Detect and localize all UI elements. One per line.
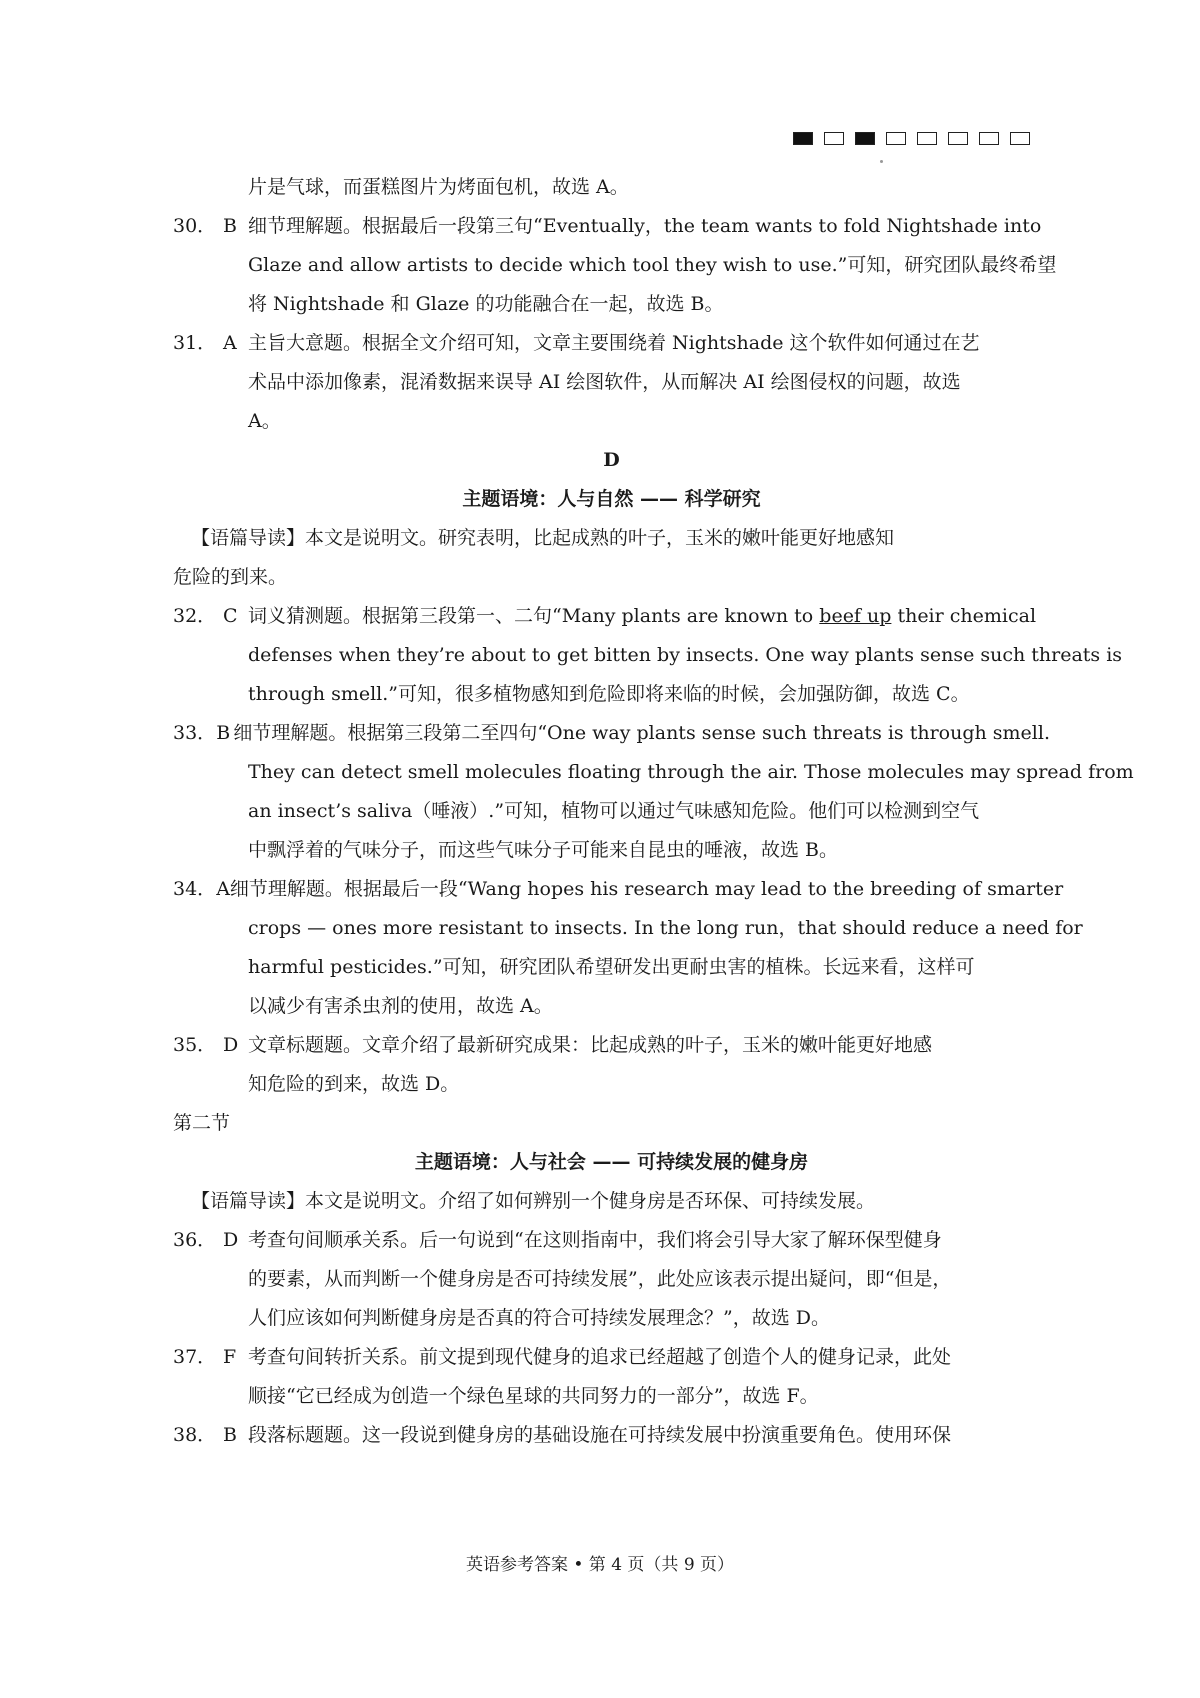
explanation-line: harmful pesticides.”可知，研究团队希望研发出更耐虫害的植株。长远来看，这样可 [248, 956, 975, 978]
progress-mark-filled [793, 132, 813, 145]
section-theme: 主题语境：人与自然 —— 科学研究 [462, 488, 761, 510]
explanation-line: 段落标题题。这一段说到健身房的基础设施在可持续发展中扮演重要角色。使用环保 [248, 1424, 952, 1446]
question-36 [173, 1221, 1050, 1260]
question-33 [173, 714, 1050, 753]
explanation-line: 考查句间顺承关系。后一句说到“在这则指南中，我们将会引导大家了解环保型健身 [248, 1229, 942, 1251]
question-31 [173, 324, 1050, 363]
explanation-line: 考查句间转折关系。前文提到现代健身的追求已经超越了创造个人的健身记录，此处 [248, 1346, 952, 1368]
question-32 [173, 597, 1050, 636]
explanation-text: 词义猜测题。根据第三段第一、二句“Many plants are known to [248, 605, 820, 627]
answer-letter: B [223, 1424, 237, 1446]
question-38 [173, 1416, 1050, 1455]
progress-mark-empty [1010, 132, 1030, 145]
explanation-line: crops — ones more resistant to insects. In the long run，that should reduce a need for [248, 917, 1083, 939]
progress-mark-empty [948, 132, 968, 145]
question-number: 31． [173, 332, 217, 354]
answer-letter: D [223, 1229, 239, 1251]
explanation-line: A。 [248, 410, 281, 432]
answer-letter: A [223, 332, 237, 354]
progress-mark-empty [917, 132, 937, 145]
passage-guide-line: 危险的到来。 [173, 566, 288, 588]
explanation-text: their chemical [891, 605, 1037, 627]
question-number: 34． [173, 878, 217, 900]
answer-letter: C [223, 605, 238, 627]
question-number: 35． [173, 1034, 217, 1056]
scan-dot [880, 160, 883, 163]
question-number: 30． [173, 215, 217, 237]
explanation-line: defenses when they’re about to get bitten by insects. One way plants sense such threats is [248, 644, 1123, 666]
explanation-line: 以减少有害杀虫剂的使用，故选 A。 [248, 995, 553, 1017]
question-34 [173, 870, 1064, 909]
explanation-line: 细节理解题。根据第三段第二至四句“One way plants sense such threats is through smell. [233, 722, 1050, 744]
page-progress-marks [793, 132, 1030, 145]
progress-mark-empty [824, 132, 844, 145]
explanation-line: 顺接“它已经成为创造一个绿色星球的共同努力的一部分”，故选 F。 [248, 1385, 819, 1407]
question-35 [173, 1026, 1050, 1065]
explanation-line [248, 597, 1050, 636]
section-letter: D [603, 449, 620, 471]
page-footer: 英语参考答案 • 第 4 页（共 9 页） [465, 1555, 735, 1575]
section-theme: 主题语境：人与社会 —— 可持续发展的健身房 [414, 1151, 809, 1173]
passage-guide-line: 【语篇导读】本文是说明文。研究表明，比起成熟的叶子，玉米的嫩叶能更好地感知 [191, 527, 895, 549]
explanation-line: through smell.”可知，很多植物感知到危险即将来临的时候，会加强防御，故选 C。 [248, 683, 970, 705]
answer-letter: A [216, 878, 230, 900]
answer-key-body [173, 168, 1134, 1455]
progress-mark-empty [886, 132, 906, 145]
progress-mark-filled [855, 132, 875, 145]
explanation-line: 知危险的到来，故选 D。 [248, 1073, 460, 1095]
continuation-line: 片是气球，而蛋糕图片为烤面包机，故选 A。 [248, 176, 629, 198]
explanation-line: 中飘浮着的气味分子，而这些气味分子可能来自昆虫的唾液，故选 B。 [248, 839, 839, 861]
explanation-line: 人们应该如何判断健身房是否真的符合可持续发展理念？”，故选 D。 [248, 1307, 830, 1329]
explanation-line: 细节理解题。根据最后一段第三句“Eventually，the team wants to fold Nightshade into [248, 215, 1042, 237]
explanation-line: 术品中添加像素，混淆数据来误导 AI 绘图软件，从而解决 AI 绘图侵权的问题，故选 [248, 371, 961, 393]
passage-guide-line: 【语篇导读】本文是说明文。介绍了如何辨别一个健身房是否环保、可持续发展。 [191, 1190, 876, 1212]
explanation-line: Glaze and allow artists to decide which tool they wish to use.”可知，研究团队最终希望 [248, 254, 1057, 276]
explanation-line: 细节理解题。根据最后一段“Wang hopes his research may lead to the breeding of smarter [229, 878, 1064, 900]
section-heading: 第二节 [173, 1112, 231, 1134]
answer-letter: B [216, 722, 231, 744]
answer-letter: B [223, 215, 237, 237]
question-number: 38． [173, 1424, 217, 1446]
explanation-line: an insect’s saliva（唾液）.”可知，植物可以通过气味感知危险。他们可以检测到空气 [248, 800, 980, 822]
answer-letter: F [223, 1346, 237, 1368]
explanation-line: 将 Nightshade 和 Glaze 的功能融合在一起，故选 B。 [248, 293, 724, 315]
explanation-line: 主旨大意题。根据全文介绍可知，文章主要围绕着 Nightshade 这个软件如何通过在艺 [248, 332, 980, 354]
question-number: 32． [173, 605, 217, 627]
explanation-line: They can detect smell molecules floating through the air. Those molecules may spread from [248, 761, 1134, 783]
question-number: 37． [173, 1346, 217, 1368]
explanation-line: 文章标题题。文章介绍了最新研究成果：比起成熟的叶子，玉米的嫩叶能更好地感 [248, 1034, 933, 1056]
question-number: 36． [173, 1229, 217, 1251]
progress-mark-empty [979, 132, 999, 145]
question-number: 33． [173, 722, 217, 744]
underlined-phrase: beef up [819, 605, 892, 627]
question-30 [173, 207, 1050, 246]
explanation-line: 的要素，从而判断一个健身房是否可持续发展”，此处应该表示提出疑问，即“但是， [248, 1268, 952, 1290]
answer-letter: D [223, 1034, 239, 1056]
question-37 [173, 1338, 1050, 1377]
